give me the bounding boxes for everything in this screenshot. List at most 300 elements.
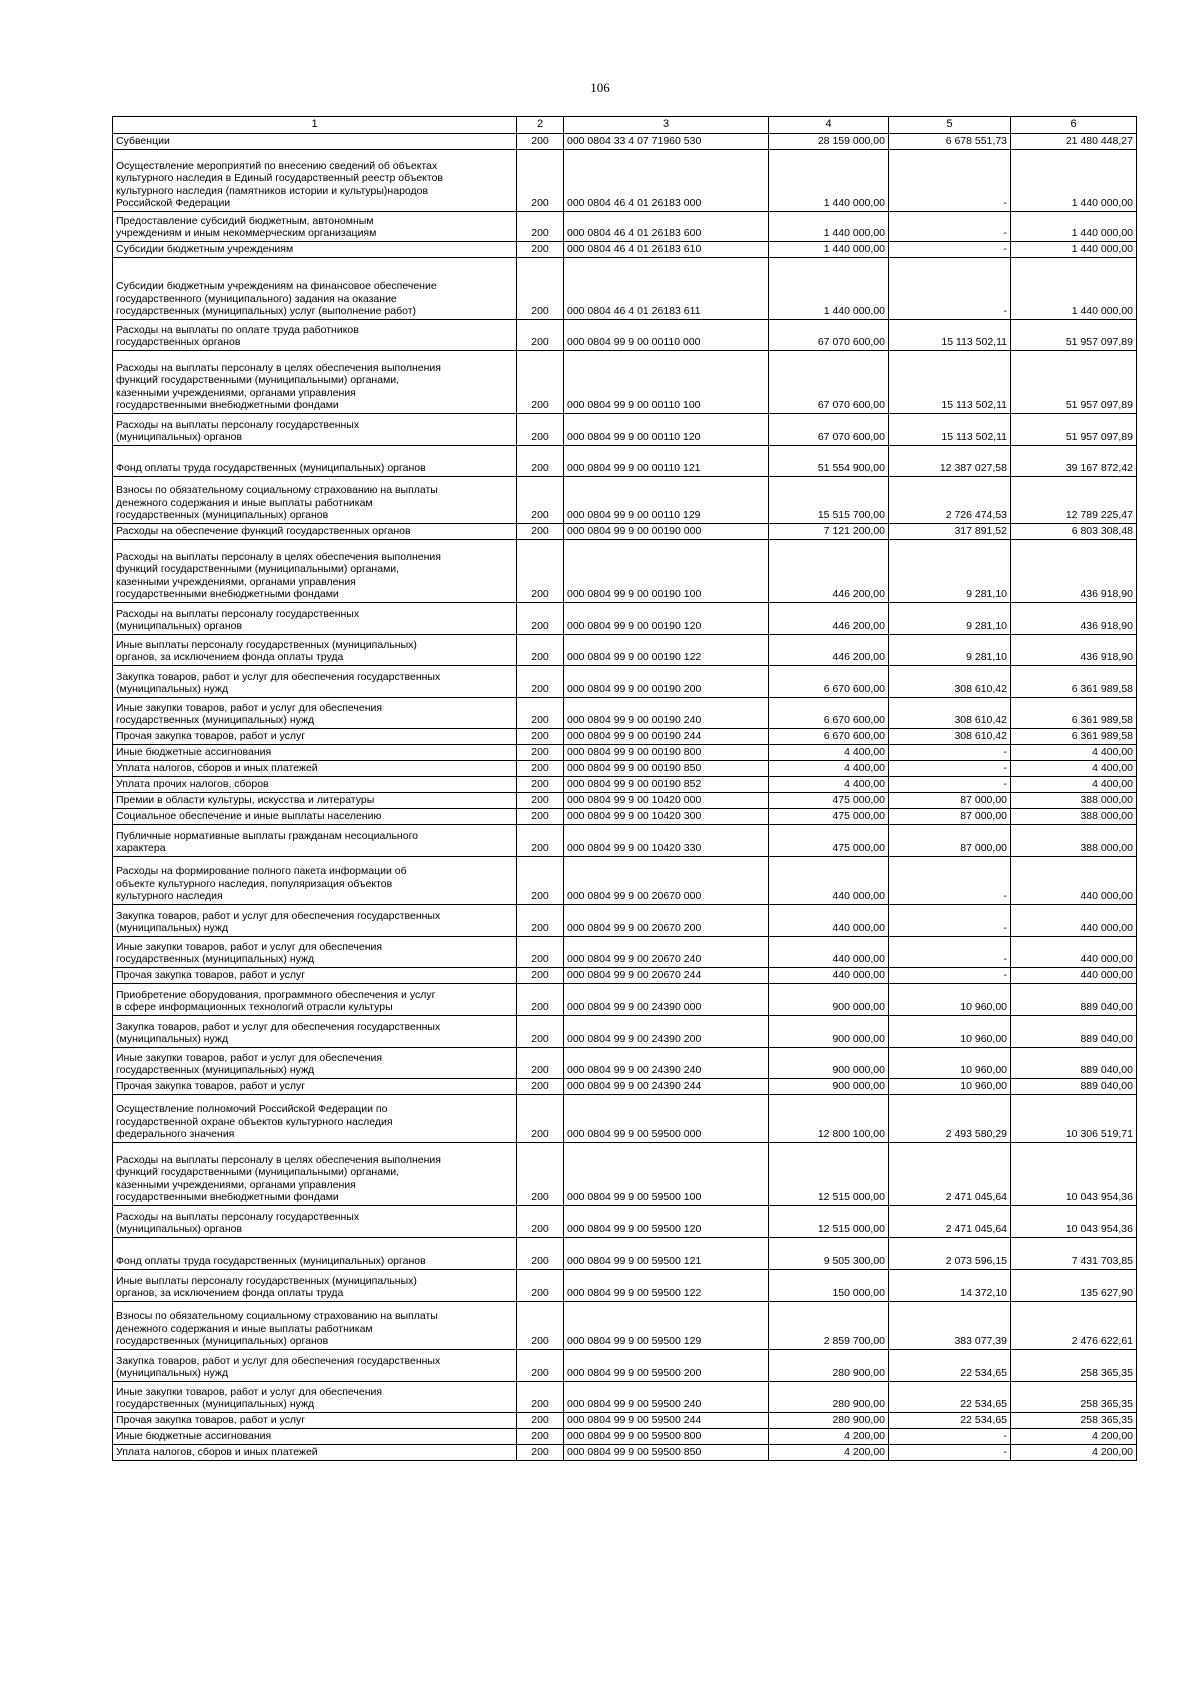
budget-classification-code: 000 0804 99 9 00 20670 200 (564, 905, 769, 937)
line-item-name: Иные выплаты персоналу государственных (муниципальных) органов, за исключением фонда оплаты труда (113, 635, 517, 666)
unexecuted-amount: 258 365,35 (1011, 1382, 1137, 1413)
line-code: 200 (517, 320, 564, 351)
table-row (113, 242, 1137, 258)
approved-amount: 1 440 000,00 (769, 258, 889, 320)
table-row (113, 984, 1137, 1016)
executed-amount: 12 387 027,58 (889, 446, 1011, 477)
line-code: 200 (517, 857, 564, 905)
line-item-name: Иные выплаты персоналу государственных (муниципальных) органов, за исключением фонда оплаты труда (113, 1270, 517, 1302)
budget-classification-code: 000 0804 99 9 00 00110 121 (564, 446, 769, 477)
approved-amount: 12 515 000,00 (769, 1143, 889, 1206)
budget-classification-code: 000 0804 99 9 00 59500 100 (564, 1143, 769, 1206)
line-item-name: Расходы на формирование полного пакета информации об объекте культурного наследия, популяризация объектов культурного наследия (113, 857, 517, 905)
table-row (113, 1206, 1137, 1238)
table-row (113, 134, 1137, 150)
approved-amount: 28 159 000,00 (769, 134, 889, 150)
line-code: 200 (517, 1413, 564, 1429)
line-code: 200 (517, 1350, 564, 1382)
unexecuted-amount: 4 400,00 (1011, 745, 1137, 761)
budget-classification-code: 000 0804 99 9 00 00190 852 (564, 777, 769, 793)
budget-classification-code: 000 0804 99 9 00 59500 129 (564, 1302, 769, 1350)
line-item-name: Иные закупки товаров, работ и услуг для обеспечения государственных (муниципальных) нужд (113, 1048, 517, 1079)
budget-classification-code: 000 0804 99 9 00 00190 000 (564, 524, 769, 540)
table-row (113, 1429, 1137, 1445)
line-code: 200 (517, 446, 564, 477)
executed-amount: 2 471 045,64 (889, 1206, 1011, 1238)
executed-amount: 6 678 551,73 (889, 134, 1011, 150)
approved-amount: 6 670 600,00 (769, 698, 889, 729)
line-code: 200 (517, 1016, 564, 1048)
budget-classification-code: 000 0804 99 9 00 59500 121 (564, 1238, 769, 1270)
approved-amount: 900 000,00 (769, 984, 889, 1016)
budget-classification-code: 000 0804 99 9 00 00190 200 (564, 666, 769, 698)
unexecuted-amount: 440 000,00 (1011, 905, 1137, 937)
column-number: 1 (113, 117, 517, 134)
budget-classification-code: 000 0804 99 9 00 00190 120 (564, 603, 769, 635)
unexecuted-amount: 51 957 097,89 (1011, 351, 1137, 414)
unexecuted-amount: 436 918,90 (1011, 540, 1137, 603)
line-code: 200 (517, 477, 564, 524)
line-code: 200 (517, 1270, 564, 1302)
executed-amount: 15 113 502,11 (889, 414, 1011, 446)
table-row (113, 793, 1137, 809)
unexecuted-amount: 4 400,00 (1011, 777, 1137, 793)
budget-classification-code: 000 0804 99 9 00 20670 240 (564, 937, 769, 968)
table-row (113, 635, 1137, 666)
unexecuted-amount: 889 040,00 (1011, 984, 1137, 1016)
table-row (113, 1302, 1137, 1350)
table-row (113, 1445, 1137, 1461)
table-row (113, 1095, 1137, 1143)
unexecuted-amount: 7 431 703,85 (1011, 1238, 1137, 1270)
line-item-name: Осуществление мероприятий по внесению сведений об объектах культурного наследия в Единый государственный реестр объектов культурного наследия (памятников истории и культуры)народов Российской Федерации (113, 150, 517, 212)
table-row (113, 212, 1137, 242)
approved-amount: 440 000,00 (769, 905, 889, 937)
column-number: 5 (889, 117, 1011, 134)
approved-amount: 150 000,00 (769, 1270, 889, 1302)
unexecuted-amount: 1 440 000,00 (1011, 242, 1137, 258)
table-row (113, 540, 1137, 603)
unexecuted-amount: 436 918,90 (1011, 603, 1137, 635)
approved-amount: 9 505 300,00 (769, 1238, 889, 1270)
table-row (113, 1382, 1137, 1413)
budget-classification-code: 000 0804 99 9 00 59500 244 (564, 1413, 769, 1429)
executed-amount: 22 534,65 (889, 1413, 1011, 1429)
line-item-name: Уплата прочих налогов, сборов (113, 777, 517, 793)
executed-amount: - (889, 745, 1011, 761)
approved-amount: 475 000,00 (769, 809, 889, 825)
executed-amount: 308 610,42 (889, 698, 1011, 729)
approved-amount: 4 400,00 (769, 761, 889, 777)
executed-amount: 2 073 596,15 (889, 1238, 1011, 1270)
budget-classification-code: 000 0804 99 9 00 24390 200 (564, 1016, 769, 1048)
unexecuted-amount: 51 957 097,89 (1011, 414, 1137, 446)
line-item-name: Иные бюджетные ассигнования (113, 1429, 517, 1445)
table-row (113, 761, 1137, 777)
line-item-name: Взносы по обязательному социальному страхованию на выплаты денежного содержания и иные выплаты работникам государственных (муниципальных) органов (113, 477, 517, 524)
approved-amount: 51 554 900,00 (769, 446, 889, 477)
executed-amount: 9 281,10 (889, 603, 1011, 635)
table-row (113, 666, 1137, 698)
executed-amount: 10 960,00 (889, 1016, 1011, 1048)
unexecuted-amount: 4 200,00 (1011, 1429, 1137, 1445)
table-row (113, 477, 1137, 524)
unexecuted-amount: 4 200,00 (1011, 1445, 1137, 1461)
table-row (113, 446, 1137, 477)
line-item-name: Предоставление субсидий бюджетным, автономным учреждениям и иным некоммерческим организациям (113, 212, 517, 242)
budget-classification-code: 000 0804 99 9 00 24390 000 (564, 984, 769, 1016)
line-code: 200 (517, 984, 564, 1016)
executed-amount: 14 372,10 (889, 1270, 1011, 1302)
approved-amount: 1 440 000,00 (769, 212, 889, 242)
approved-amount: 2 859 700,00 (769, 1302, 889, 1350)
executed-amount: 10 960,00 (889, 984, 1011, 1016)
line-item-name: Расходы на выплаты персоналу государственных (муниципальных) органов (113, 414, 517, 446)
budget-classification-code: 000 0804 99 9 00 59500 240 (564, 1382, 769, 1413)
table-row (113, 745, 1137, 761)
approved-amount: 67 070 600,00 (769, 320, 889, 351)
approved-amount: 440 000,00 (769, 857, 889, 905)
unexecuted-amount: 12 789 225,47 (1011, 477, 1137, 524)
line-item-name: Расходы на выплаты персоналу в целях обеспечения выполнения функций государственными (муниципальными) органами, казенными учреждениями, органами управления государственными внебюджетными фондами (113, 1143, 517, 1206)
line-code: 200 (517, 351, 564, 414)
line-item-name: Прочая закупка товаров, работ и услуг (113, 968, 517, 984)
budget-classification-code: 000 0804 99 9 00 00190 100 (564, 540, 769, 603)
executed-amount: 2 726 474,53 (889, 477, 1011, 524)
column-number: 3 (564, 117, 769, 134)
executed-amount: 2 471 045,64 (889, 1143, 1011, 1206)
executed-amount: - (889, 857, 1011, 905)
unexecuted-amount: 6 361 989,58 (1011, 698, 1137, 729)
line-code: 200 (517, 698, 564, 729)
executed-amount: 87 000,00 (889, 793, 1011, 809)
executed-amount: - (889, 1445, 1011, 1461)
executed-amount: 9 281,10 (889, 540, 1011, 603)
table-row (113, 1016, 1137, 1048)
executed-amount: - (889, 242, 1011, 258)
table-row (113, 905, 1137, 937)
line-code: 200 (517, 1429, 564, 1445)
unexecuted-amount: 436 918,90 (1011, 635, 1137, 666)
executed-amount: 15 113 502,11 (889, 320, 1011, 351)
executed-amount: 9 281,10 (889, 635, 1011, 666)
line-item-name: Публичные нормативные выплаты гражданам несоциального характера (113, 825, 517, 857)
line-code: 200 (517, 524, 564, 540)
table-row (113, 809, 1137, 825)
unexecuted-amount: 2 476 622,61 (1011, 1302, 1137, 1350)
line-code: 200 (517, 134, 564, 150)
approved-amount: 67 070 600,00 (769, 414, 889, 446)
executed-amount: - (889, 937, 1011, 968)
budget-classification-code: 000 0804 99 9 00 24390 244 (564, 1079, 769, 1095)
line-item-name: Расходы на выплаты персоналу государственных (муниципальных) органов (113, 603, 517, 635)
line-code: 200 (517, 1302, 564, 1350)
line-code: 200 (517, 809, 564, 825)
table-row (113, 1143, 1137, 1206)
approved-amount: 4 200,00 (769, 1445, 889, 1461)
line-item-name: Уплата налогов, сборов и иных платежей (113, 1445, 517, 1461)
line-item-name: Расходы на выплаты персоналу в целях обеспечения выполнения функций государственными (муниципальными) органами, казенными учреждениями, органами управления государственными внебюджетными фондами (113, 351, 517, 414)
table-body (113, 134, 1137, 1461)
unexecuted-amount: 10 043 954,36 (1011, 1206, 1137, 1238)
line-code: 200 (517, 635, 564, 666)
line-item-name: Взносы по обязательному социальному страхованию на выплаты денежного содержания и иные выплаты работникам государственных (муниципальных) органов (113, 1302, 517, 1350)
line-item-name: Закупка товаров, работ и услуг для обеспечения государственных (муниципальных) нужд (113, 666, 517, 698)
line-item-name: Прочая закупка товаров, работ и услуг (113, 1413, 517, 1429)
line-code: 200 (517, 745, 564, 761)
approved-amount: 280 900,00 (769, 1413, 889, 1429)
budget-classification-code: 000 0804 99 9 00 20670 000 (564, 857, 769, 905)
line-item-name: Закупка товаров, работ и услуг для обеспечения государственных (муниципальных) нужд (113, 905, 517, 937)
approved-amount: 4 200,00 (769, 1429, 889, 1445)
unexecuted-amount: 388 000,00 (1011, 825, 1137, 857)
line-code: 200 (517, 666, 564, 698)
line-item-name: Субсидии бюджетным учреждениям на финансовое обеспечение государственного (муниципального) задания на оказание государственных (муниципальных) услуг (выполнение работ) (113, 258, 517, 320)
table-row (113, 150, 1137, 212)
unexecuted-amount: 440 000,00 (1011, 857, 1137, 905)
budget-classification-code: 000 0804 99 9 00 00110 000 (564, 320, 769, 351)
executed-amount: - (889, 258, 1011, 320)
line-item-name: Прочая закупка товаров, работ и услуг (113, 729, 517, 745)
line-item-name: Закупка товаров, работ и услуг для обеспечения государственных (муниципальных) нужд (113, 1350, 517, 1382)
budget-classification-code: 000 0804 99 9 00 00110 100 (564, 351, 769, 414)
line-code: 200 (517, 793, 564, 809)
executed-amount: 22 534,65 (889, 1382, 1011, 1413)
approved-amount: 12 800 100,00 (769, 1095, 889, 1143)
executed-amount: 2 493 580,29 (889, 1095, 1011, 1143)
table-row (113, 857, 1137, 905)
executed-amount: 10 960,00 (889, 1079, 1011, 1095)
unexecuted-amount: 1 440 000,00 (1011, 258, 1137, 320)
line-code: 200 (517, 968, 564, 984)
approved-amount: 446 200,00 (769, 603, 889, 635)
unexecuted-amount: 6 361 989,58 (1011, 666, 1137, 698)
line-code: 200 (517, 1143, 564, 1206)
unexecuted-amount: 889 040,00 (1011, 1048, 1137, 1079)
line-code: 200 (517, 242, 564, 258)
executed-amount: 22 534,65 (889, 1350, 1011, 1382)
table-row (113, 729, 1137, 745)
budget-classification-code: 000 0804 99 9 00 59500 122 (564, 1270, 769, 1302)
unexecuted-amount: 889 040,00 (1011, 1079, 1137, 1095)
line-code: 200 (517, 603, 564, 635)
line-item-name: Субсидии бюджетным учреждениям (113, 242, 517, 258)
table-row (113, 1048, 1137, 1079)
approved-amount: 900 000,00 (769, 1079, 889, 1095)
executed-amount: - (889, 150, 1011, 212)
table-row (113, 524, 1137, 540)
column-number-row (113, 117, 1137, 134)
approved-amount: 15 515 700,00 (769, 477, 889, 524)
line-item-name: Расходы на выплаты по оплате труда работников государственных органов (113, 320, 517, 351)
line-code: 200 (517, 212, 564, 242)
line-item-name: Иные закупки товаров, работ и услуг для обеспечения государственных (муниципальных) нужд (113, 937, 517, 968)
budget-classification-code: 000 0804 99 9 00 24390 240 (564, 1048, 769, 1079)
budget-classification-code: 000 0804 46 4 01 26183 610 (564, 242, 769, 258)
line-item-name: Приобретение оборудования, программного обеспечения и услуг в сфере информационных технологий отрасли культуры (113, 984, 517, 1016)
table-row (113, 1238, 1137, 1270)
approved-amount: 446 200,00 (769, 635, 889, 666)
unexecuted-amount: 6 803 308,48 (1011, 524, 1137, 540)
table-row (113, 937, 1137, 968)
executed-amount: 308 610,42 (889, 666, 1011, 698)
budget-classification-code: 000 0804 99 9 00 00190 240 (564, 698, 769, 729)
budget-classification-code: 000 0804 99 9 00 20670 244 (564, 968, 769, 984)
table-row (113, 825, 1137, 857)
budget-classification-code: 000 0804 99 9 00 10420 330 (564, 825, 769, 857)
table-row (113, 603, 1137, 635)
table-row (113, 258, 1137, 320)
approved-amount: 1 440 000,00 (769, 150, 889, 212)
budget-classification-code: 000 0804 99 9 00 59500 850 (564, 1445, 769, 1461)
budget-classification-code: 000 0804 33 4 07 71960 530 (564, 134, 769, 150)
approved-amount: 12 515 000,00 (769, 1206, 889, 1238)
executed-amount: 317 891,52 (889, 524, 1011, 540)
budget-classification-code: 000 0804 99 9 00 10420 300 (564, 809, 769, 825)
budget-classification-code: 000 0804 99 9 00 00110 129 (564, 477, 769, 524)
line-code: 200 (517, 777, 564, 793)
line-item-name: Социальное обеспечение и иные выплаты населению (113, 809, 517, 825)
approved-amount: 280 900,00 (769, 1382, 889, 1413)
unexecuted-amount: 4 400,00 (1011, 761, 1137, 777)
unexecuted-amount: 1 440 000,00 (1011, 150, 1137, 212)
line-code: 200 (517, 150, 564, 212)
line-code: 200 (517, 1382, 564, 1413)
unexecuted-amount: 10 043 954,36 (1011, 1143, 1137, 1206)
line-item-name: Прочая закупка товаров, работ и услуг (113, 1079, 517, 1095)
line-item-name: Осуществление полномочий Российской Федерации по государственной охране объектов культурного наследия федерального значения (113, 1095, 517, 1143)
approved-amount: 900 000,00 (769, 1016, 889, 1048)
approved-amount: 900 000,00 (769, 1048, 889, 1079)
approved-amount: 6 670 600,00 (769, 729, 889, 745)
approved-amount: 280 900,00 (769, 1350, 889, 1382)
line-code: 200 (517, 761, 564, 777)
line-code: 200 (517, 937, 564, 968)
line-item-name: Расходы на выплаты персоналу в целях обеспечения выполнения функций государственными (муниципальными) органами, казенными учреждениями, органами управления государственными внебюджетными фондами (113, 540, 517, 603)
table-row (113, 1413, 1137, 1429)
line-item-name: Премии в области культуры, искусства и литературы (113, 793, 517, 809)
unexecuted-amount: 440 000,00 (1011, 937, 1137, 968)
table-row (113, 1079, 1137, 1095)
unexecuted-amount: 6 361 989,58 (1011, 729, 1137, 745)
unexecuted-amount: 1 440 000,00 (1011, 212, 1137, 242)
unexecuted-amount: 388 000,00 (1011, 793, 1137, 809)
executed-amount: 87 000,00 (889, 809, 1011, 825)
executed-amount: - (889, 212, 1011, 242)
line-item-name: Уплата налогов, сборов и иных платежей (113, 761, 517, 777)
unexecuted-amount: 258 365,35 (1011, 1350, 1137, 1382)
approved-amount: 475 000,00 (769, 825, 889, 857)
table-row (113, 351, 1137, 414)
approved-amount: 1 440 000,00 (769, 242, 889, 258)
line-code: 200 (517, 258, 564, 320)
unexecuted-amount: 51 957 097,89 (1011, 320, 1137, 351)
line-code: 200 (517, 1445, 564, 1461)
table-row (113, 1270, 1137, 1302)
unexecuted-amount: 258 365,35 (1011, 1413, 1137, 1429)
budget-classification-code: 000 0804 99 9 00 10420 000 (564, 793, 769, 809)
budget-classification-code: 000 0804 99 9 00 59500 800 (564, 1429, 769, 1445)
table-row (113, 968, 1137, 984)
executed-amount: 87 000,00 (889, 825, 1011, 857)
executed-amount: 383 077,39 (889, 1302, 1011, 1350)
line-code: 200 (517, 1048, 564, 1079)
unexecuted-amount: 440 000,00 (1011, 968, 1137, 984)
line-item-name: Фонд оплаты труда государственных (муниципальных) органов (113, 1238, 517, 1270)
unexecuted-amount: 388 000,00 (1011, 809, 1137, 825)
unexecuted-amount: 135 627,90 (1011, 1270, 1137, 1302)
executed-amount: 15 113 502,11 (889, 351, 1011, 414)
budget-classification-code: 000 0804 99 9 00 00190 122 (564, 635, 769, 666)
approved-amount: 440 000,00 (769, 937, 889, 968)
budget-classification-code: 000 0804 99 9 00 00190 850 (564, 761, 769, 777)
line-code: 200 (517, 1095, 564, 1143)
line-code: 200 (517, 825, 564, 857)
table-row (113, 320, 1137, 351)
executed-amount: 10 960,00 (889, 1048, 1011, 1079)
approved-amount: 446 200,00 (769, 540, 889, 603)
column-number: 6 (1011, 117, 1137, 134)
budget-classification-code: 000 0804 46 4 01 26183 000 (564, 150, 769, 212)
column-number: 4 (769, 117, 889, 134)
table-row (113, 698, 1137, 729)
executed-amount: - (889, 777, 1011, 793)
unexecuted-amount: 889 040,00 (1011, 1016, 1137, 1048)
approved-amount: 7 121 200,00 (769, 524, 889, 540)
page-number: 106 (590, 80, 610, 95)
executed-amount: 308 610,42 (889, 729, 1011, 745)
approved-amount: 440 000,00 (769, 968, 889, 984)
approved-amount: 4 400,00 (769, 777, 889, 793)
budget-classification-code: 000 0804 46 4 01 26183 611 (564, 258, 769, 320)
budget-classification-code: 000 0804 99 9 00 00190 244 (564, 729, 769, 745)
line-code: 200 (517, 1238, 564, 1270)
line-code: 200 (517, 1079, 564, 1095)
approved-amount: 6 670 600,00 (769, 666, 889, 698)
table-row (113, 1350, 1137, 1382)
line-item-name: Закупка товаров, работ и услуг для обеспечения государственных (муниципальных) нужд (113, 1016, 517, 1048)
line-item-name: Расходы на выплаты персоналу государственных (муниципальных) органов (113, 1206, 517, 1238)
table-row (113, 414, 1137, 446)
approved-amount: 4 400,00 (769, 745, 889, 761)
table-row (113, 777, 1137, 793)
line-code: 200 (517, 729, 564, 745)
table-header (113, 117, 1137, 134)
unexecuted-amount: 21 480 448,27 (1011, 134, 1137, 150)
approved-amount: 475 000,00 (769, 793, 889, 809)
executed-amount: - (889, 761, 1011, 777)
unexecuted-amount: 39 167 872,42 (1011, 446, 1137, 477)
line-item-name: Субвенции (113, 134, 517, 150)
line-code: 200 (517, 414, 564, 446)
executed-amount: - (889, 1429, 1011, 1445)
approved-amount: 67 070 600,00 (769, 351, 889, 414)
line-code: 200 (517, 905, 564, 937)
budget-execution-table (112, 116, 1137, 1461)
line-item-name: Расходы на обеспечение функций государственных органов (113, 524, 517, 540)
line-item-name: Иные бюджетные ассигнования (113, 745, 517, 761)
line-item-name: Иные закупки товаров, работ и услуг для обеспечения государственных (муниципальных) нужд (113, 698, 517, 729)
line-code: 200 (517, 540, 564, 603)
budget-classification-code: 000 0804 99 9 00 00190 800 (564, 745, 769, 761)
executed-amount: - (889, 968, 1011, 984)
budget-classification-code: 000 0804 99 9 00 59500 000 (564, 1095, 769, 1143)
unexecuted-amount: 10 306 519,71 (1011, 1095, 1137, 1143)
budget-classification-code: 000 0804 99 9 00 59500 200 (564, 1350, 769, 1382)
budget-classification-code: 000 0804 46 4 01 26183 600 (564, 212, 769, 242)
line-item-name: Иные закупки товаров, работ и услуг для обеспечения государственных (муниципальных) нужд (113, 1382, 517, 1413)
executed-amount: - (889, 905, 1011, 937)
